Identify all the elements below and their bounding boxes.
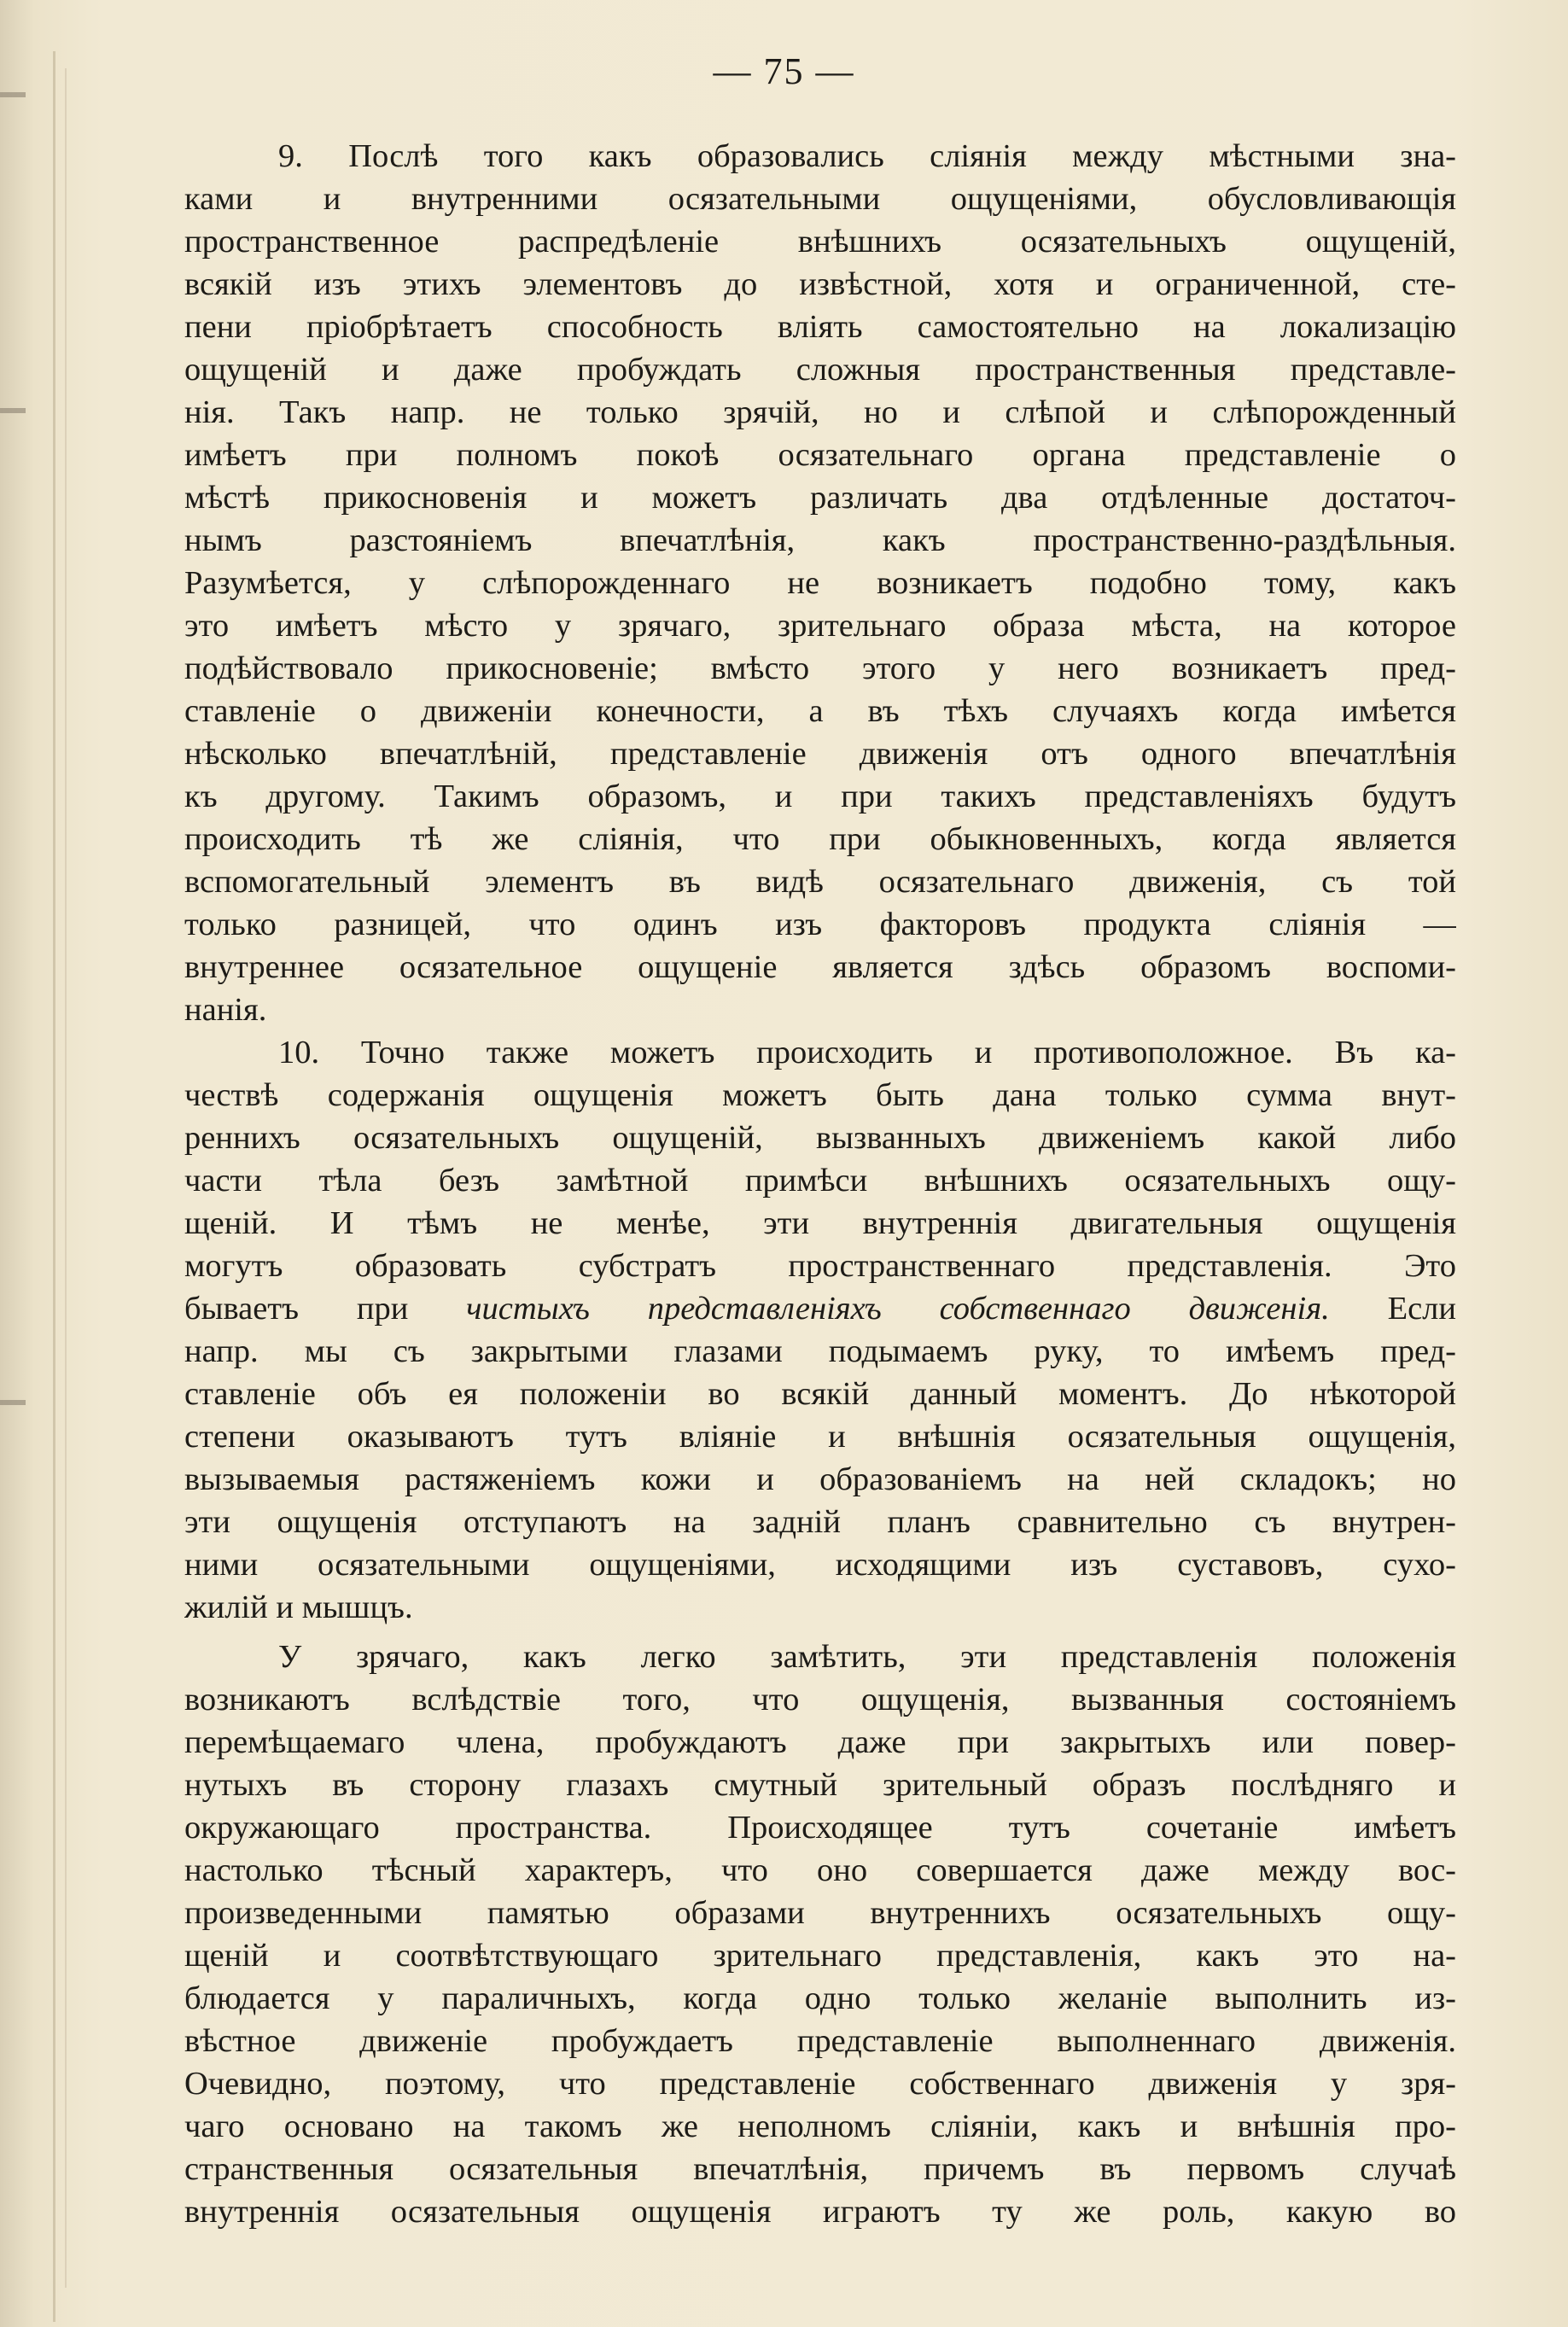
text-line: 10. Точно также можетъ происходить и противоположное. Въ ка-: [278, 1035, 1456, 1070]
text-line: У зрячаго, какъ легко замѣтить, эти представленія положенія: [278, 1639, 1456, 1675]
text-line: странственныя осязательныя впечатлѣнія, причемъ въ первомъ случаѣ: [184, 2151, 1456, 2187]
text-line: вызываемыя растяженіемъ кожи и образованіемъ на ней складокъ; но: [184, 1461, 1456, 1497]
text-line: Очевидно, поэтому, что представленіе собственнаго движенія у зря-: [184, 2066, 1456, 2102]
text-line: щеній. И тѣмъ не менѣе, эти внутреннія двигательныя ощущенія: [184, 1205, 1456, 1241]
text-line: нутыхъ въ сторону глазахъ смутный зрительный образъ послѣдняго и: [184, 1767, 1456, 1803]
text-line: происходить тѣ же сліянія, что при обыкновенныхъ, когда является: [184, 821, 1456, 857]
margin-mark: [0, 408, 26, 413]
text-line: ощущеній и даже пробуждать сложныя пространственныя представле-: [184, 352, 1456, 388]
emphasized-text: чистыхъ представленіяхъ собственнаго движенія.: [466, 1291, 1330, 1327]
text-line: имѣетъ при полномъ покоѣ осязательнаго органа представленіе о: [184, 437, 1456, 473]
text-line: ставленіе объ ея положеніи во всякій данный моментъ. До нѣкоторой: [184, 1376, 1456, 1412]
text-line: нымъ разстояніемъ впечатлѣнія, какъ пространственно-раздѣльныя.: [184, 522, 1456, 558]
text-line: ставленіе о движеніи конечности, а въ тѣхъ случаяхъ когда имѣется: [184, 693, 1456, 729]
text-line: пространственное распредѣленіе внѣшнихъ осязательныхъ ощущеній,: [184, 224, 1456, 260]
text-line: Разумѣется, у слѣпорожденнаго не возникаетъ подобно тому, какъ: [184, 565, 1456, 601]
text-line: эти ощущенія отступаютъ на задній планъ сравнительно съ внутрен-: [184, 1504, 1456, 1540]
text-line: внутреннее осязательное ощущеніе является здѣсь образомъ воспоми-: [184, 949, 1456, 985]
page-number: — 75 —: [713, 50, 855, 92]
text-line: произведенными памятью образами внутреннихъ осязательныхъ ощу-: [184, 1895, 1456, 1931]
text-line: блюдается у параличныхъ, когда одно только желаніе выполнить из-: [184, 1980, 1456, 2016]
text-line: степени оказываютъ тутъ вліяніе и внѣшнія осязательныя ощущенія,: [184, 1419, 1456, 1455]
text-line: всякій изъ этихъ элементовъ до извѣстной, хотя и ограниченной, сте-: [184, 266, 1456, 302]
text-line: чаго основано на такомъ же неполномъ сліяніи, какъ и внѣшнія про-: [184, 2108, 1456, 2144]
text-line: щеній и соотвѣтствующаго зрительнаго представленія, какъ это на-: [184, 1938, 1456, 1974]
text-line: подѣйствовало прикосновеніе; вмѣсто этого у него возникаетъ пред-: [184, 650, 1456, 686]
text-line: вѣстное движеніе пробуждаетъ представленіе выполненнаго движенія.: [184, 2023, 1456, 2059]
text-line: ками и внутренними осязательными ощущеніями, обусловливающія: [184, 181, 1456, 217]
text-line: перемѣщаемаго члена, пробуждаютъ даже при закрытыхъ или повер-: [184, 1724, 1456, 1760]
text-line: [184, 1287, 1456, 1330]
binding-edge: [53, 51, 55, 2322]
text-line: пени пріобрѣтаетъ способность вліять самостоятельно на локализацію: [184, 309, 1456, 345]
text-line: реннихъ осязательныхъ ощущеній, вызванныхъ движеніемъ какой либо: [184, 1120, 1456, 1156]
text-span: Если: [1329, 1291, 1456, 1327]
text-line: 9. Послѣ того какъ образовались сліянія между мѣстными зна-: [278, 138, 1456, 174]
body-text: [184, 135, 1456, 2233]
text-line: нѣсколько впечатлѣній, представленіе движенія отъ одного впечатлѣнія: [184, 736, 1456, 772]
text-line: только разницей, что одинъ изъ факторовъ продукта сліянія —: [184, 907, 1456, 942]
binding-edge-inner: [65, 68, 67, 2288]
text-line: возникаютъ вслѣдствіе того, что ощущенія, вызванныя состояніемъ: [184, 1682, 1456, 1718]
text-line: чествѣ содержанія ощущенія можетъ быть дана только сумма внут-: [184, 1077, 1456, 1113]
text-line: ними осязательными ощущеніями, исходящими изъ суставовъ, сухо-: [184, 1547, 1456, 1583]
margin-mark: [0, 1400, 26, 1405]
text-line: вспомогательный элементъ въ видѣ осязательнаго движенія, съ той: [184, 864, 1456, 900]
text-span: бываетъ при: [184, 1291, 467, 1327]
text-line: напр. мы съ закрытыми глазами подымаемъ руку, то имѣемъ пред-: [184, 1333, 1456, 1369]
text-line: части тѣла безъ замѣтной примѣси внѣшнихъ осязательныхъ ощу-: [184, 1163, 1456, 1198]
text-line: могутъ образовать субстратъ пространственнаго представленія. Это: [184, 1248, 1456, 1284]
text-line: нія. Такъ напр. не только зрячій, но и слѣпой и слѣпорожденный: [184, 394, 1456, 430]
text-line: жилій и мышцъ.: [184, 1589, 413, 1625]
text-line: внутреннія осязательныя ощущенія играютъ ту же роль, какую во: [184, 2194, 1456, 2230]
text-line: къ другому. Такимъ образомъ, и при такихъ представленіяхъ будутъ: [184, 779, 1456, 814]
paragraph-gap: [184, 1629, 1456, 1636]
text-line: окружающаго пространства. Происходящее тутъ сочетаніе имѣетъ: [184, 1810, 1456, 1846]
text-line: настолько тѣсный характеръ, что оно совершается даже между вос-: [184, 1852, 1456, 1888]
text-line: нанія.: [184, 992, 267, 1028]
text-line: это имѣетъ мѣсто у зрячаго, зрительнаго образа мѣста, на которое: [184, 608, 1456, 644]
text-line: мѣстѣ прикосновенія и можетъ различать два отдѣленные достаточ-: [184, 480, 1456, 516]
